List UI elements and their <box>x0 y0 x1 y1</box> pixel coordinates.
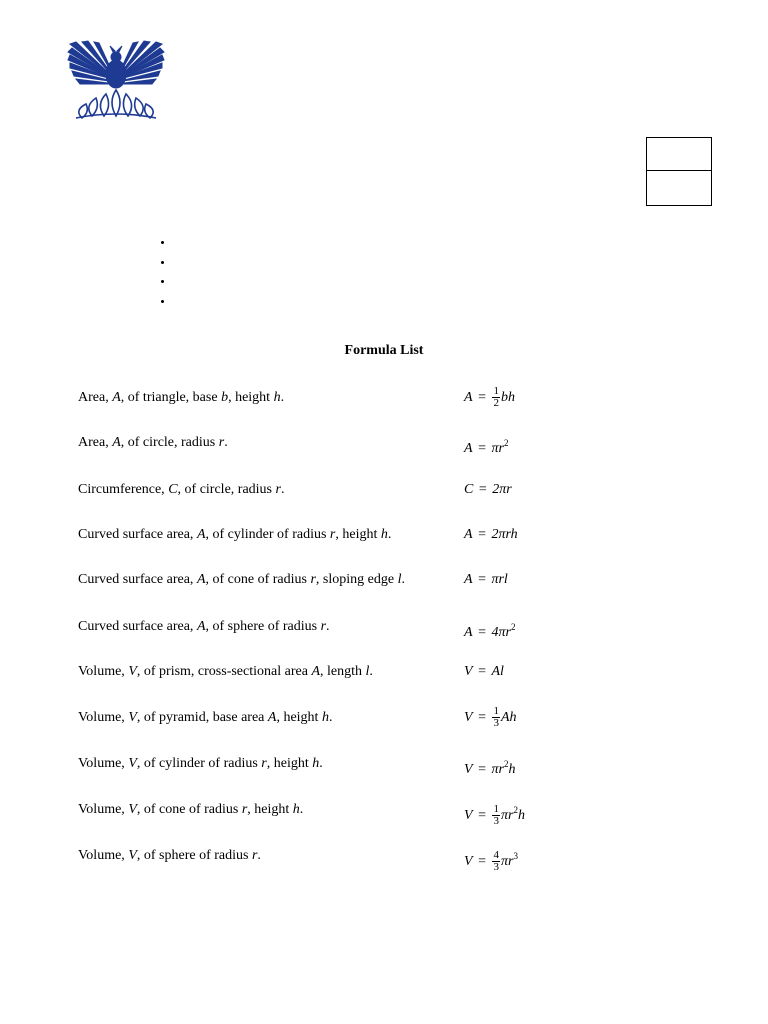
formula-lhs: A <box>464 390 473 405</box>
formula-rhs: bh <box>500 390 515 405</box>
formula-lhs: A <box>464 572 473 587</box>
fraction-denominator: 2 <box>493 397 499 410</box>
formula-description: Curved surface area, A, of cylinder of radius r, height h. <box>78 527 392 542</box>
formula-equals: = <box>474 625 490 640</box>
formula-rhs: πrl <box>491 572 508 587</box>
formula-exponent: 2 <box>503 759 509 769</box>
formula-equals: = <box>474 664 490 679</box>
fraction-denominator: 3 <box>493 717 499 730</box>
bullet-dot <box>161 241 164 244</box>
bullet-dot <box>161 300 164 303</box>
formula-row <box>78 520 698 550</box>
formula-equals: = <box>474 762 490 777</box>
formula-exponent: 3 <box>513 851 518 861</box>
formula-exponent: 2 <box>510 622 516 632</box>
formula-expression <box>464 703 517 733</box>
formula-row <box>78 383 698 413</box>
formula-description: Area, A, of circle, radius r. <box>78 435 228 450</box>
formula-expression <box>464 428 508 464</box>
formula-equals: = <box>474 572 490 587</box>
formula-fraction <box>492 804 500 827</box>
formula-rhs-suffix: h <box>508 762 516 777</box>
page-title: Formula List <box>344 343 424 358</box>
formula-rhs: πr <box>491 441 504 456</box>
fraction-denominator: 3 <box>493 861 499 874</box>
formula-rhs: 4πr <box>491 625 511 640</box>
formula-description: Volume, V, of prism, cross-sectional area A, length l. <box>78 664 373 679</box>
formula-lhs: A <box>464 441 473 456</box>
formula-equals: = <box>474 808 490 823</box>
formula-expression <box>464 795 525 831</box>
formula-row <box>78 612 698 642</box>
formula-expression <box>464 657 504 687</box>
formula-expression <box>464 520 518 550</box>
formula-lhs: V <box>464 664 473 679</box>
formula-fraction <box>492 706 500 729</box>
formula-exponent: 2 <box>503 438 509 448</box>
formula-lhs: V <box>464 762 473 777</box>
formula-rhs: πr <box>500 808 514 823</box>
formula-equals: = <box>474 390 490 405</box>
phoenix-crest-icon <box>66 40 166 120</box>
formula-description: Volume, V, of pyramid, base area A, height h. <box>78 710 333 725</box>
formula-rhs: 2πr <box>492 482 512 497</box>
formula-fraction <box>492 386 500 409</box>
formula-fraction <box>492 850 500 873</box>
formula-equals: = <box>474 710 490 725</box>
formula-description: Curved surface area, A, of cone of radius r, sloping edge l. <box>78 572 405 587</box>
formula-expression <box>464 565 508 595</box>
formula-expression <box>464 749 515 785</box>
formula-lhs: C <box>464 482 474 497</box>
bullet-dot <box>161 280 164 283</box>
formula-row <box>78 428 698 458</box>
formula-row <box>78 703 698 733</box>
formula-row <box>78 657 698 687</box>
formula-lhs: A <box>464 625 473 640</box>
formula-rhs: πr <box>491 762 504 777</box>
formula-rhs-suffix: h <box>517 808 525 823</box>
formula-lhs: V <box>464 808 473 823</box>
fraction-denominator: 3 <box>493 815 499 828</box>
score-box-divider <box>647 170 711 171</box>
formula-expression <box>464 475 512 505</box>
formula-row <box>78 841 698 874</box>
formula-expression <box>464 841 518 877</box>
fraction-numerator: 1 <box>493 803 499 816</box>
formula-row <box>78 749 698 779</box>
formula-equals: = <box>474 441 490 456</box>
formula-description: Volume, V, of sphere of radius r. <box>78 848 261 863</box>
fraction-numerator: 4 <box>493 849 499 862</box>
formula-equals: = <box>474 854 490 869</box>
formula-description: Area, A, of triangle, base b, height h. <box>78 390 285 405</box>
formula-rhs: Al <box>491 664 504 679</box>
formula-row <box>78 475 698 505</box>
formula-rhs: Ah <box>500 710 517 725</box>
formula-row <box>78 795 698 828</box>
fraction-numerator: 1 <box>493 385 499 398</box>
formula-rhs: 2πrh <box>491 527 518 542</box>
formula-equals: = <box>475 482 491 497</box>
formula-expression <box>464 612 515 648</box>
formula-description: Volume, V, of cone of radius r, height h. <box>78 802 304 817</box>
formula-lhs: V <box>464 854 473 869</box>
formula-exponent: 2 <box>513 805 518 815</box>
formula-expression <box>464 383 515 413</box>
formula-lhs: A <box>464 527 473 542</box>
formula-description: Volume, V, of cylinder of radius r, height h. <box>78 756 323 771</box>
formula-rhs: πr <box>500 854 514 869</box>
formula-description: Curved surface area, A, of sphere of radius r. <box>78 619 330 634</box>
bullet-dot <box>161 261 164 264</box>
formula-row <box>78 565 698 595</box>
formula-equals: = <box>474 527 490 542</box>
score-box <box>646 137 712 206</box>
formula-lhs: V <box>464 710 473 725</box>
formula-description: Circumference, C, of circle, radius r. <box>78 482 285 497</box>
fraction-numerator: 1 <box>493 705 499 718</box>
